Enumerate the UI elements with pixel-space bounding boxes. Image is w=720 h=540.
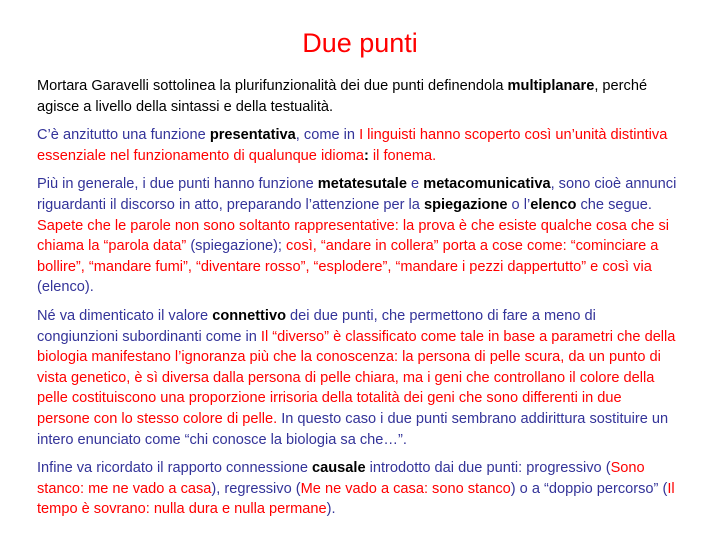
p2-colon: :	[363, 147, 369, 164]
paragraph-5	[37, 458, 677, 520]
p4-text-a: Né va dimenticato il valore	[37, 307, 213, 324]
p4-text-c: dei due punti, che permettono di fare a meno di congiunzioni subordinanti come in	[37, 307, 596, 345]
paragraph-2	[37, 125, 677, 166]
p3-text-m: (elenco).	[37, 279, 94, 296]
p3-example-1: Sapete che le parole non sono soltanto rappresentative: la prova è che esiste qualche cosa che si chiama la “parola data”	[37, 217, 669, 255]
slide-title: Due punti	[302, 28, 418, 58]
p2-example: I linguisti hanno scoperto così un’unità distintiva essenziale nel funzionamento di qualunque idioma	[37, 127, 668, 164]
p3-text-e: , sono cioè annunci riguardanti il discorso in atto, preparando l’attenzione per la	[37, 176, 677, 213]
p3-example-2: così, “andare in collera” porta a cose come: “cominciare a bollire”, “mandare fumi”, “diventare rosso”, “esplodere”, “mandare i pezzi dappertutto” e così via	[37, 238, 659, 275]
p3-text-g: o l’	[507, 196, 531, 213]
p5-text-a: Infine va ricordato il rapporto connessione	[37, 460, 313, 477]
p1-keyword: multiplanare	[507, 78, 595, 94]
paragraph-4	[37, 306, 677, 450]
p5-text-c: introdotto dai due punti: progressivo (	[365, 460, 611, 477]
slide-body	[37, 76, 677, 528]
p3-text-i: che segue.	[576, 196, 652, 213]
p1-text-c: , perché agisce a livello della sintassi e della testualità.	[37, 78, 648, 115]
p2-keyword: presentativa	[209, 127, 296, 144]
p3-keyword-2: metacomunicativa	[423, 176, 551, 193]
p4-keyword: connettivo	[212, 307, 286, 324]
paragraph-1	[37, 76, 677, 117]
p5-text-g: ) o a “doppio percorso” (	[510, 480, 668, 497]
p2-text-c: , come in	[295, 127, 360, 144]
p4-example: Il “diverso” è classificato come tale in base a parametri che della biologia manifestano l’ignoranza più che la conoscenza: la persona di pelle scura, da un punto di vista genetico, è sì diversa dalla persona di pelle chiara, ma i geni che controllano il colore della pelle costituiscono una proporzione irrisoria della totalità dei geni che sono differenti in due persone con lo stesso colore di pelle.	[37, 328, 676, 427]
p2-text-a: C’è anzitutto una funzione	[37, 127, 210, 144]
p2-example-end: il fonema.	[368, 147, 437, 164]
p3-keyword-3: spiegazione	[423, 196, 508, 213]
p5-keyword: causale	[312, 460, 366, 477]
p3-keyword-1: metatesutale	[317, 176, 407, 193]
p5-example-3: Il tempo è sovrano: nulla dura e nulla permane	[37, 480, 675, 518]
p4-text-e: In questo caso i due punti sembrano addirittura sostituire un intero enunciato come “chi conosce la biologia sa che…”.	[37, 410, 669, 448]
p3-text-a: Più in generale, i due punti hanno funzione	[37, 176, 318, 193]
p5-example-2: Me ne vado a casa: sono stanco	[300, 480, 511, 497]
p3-text-k: (spiegazione);	[186, 238, 287, 255]
p1-text-a: Mortara Garavelli sottolinea la plurifunzionalità dei due punti definendola	[37, 78, 508, 94]
p5-text-e: ), regressivo (	[211, 480, 301, 497]
p3-text-c: e	[406, 176, 424, 193]
paragraph-3	[37, 174, 677, 298]
p5-example-1: Sono stanco: me ne vado a casa	[37, 460, 645, 497]
p3-keyword-4: elenco	[530, 196, 577, 213]
p5-text-i: ).	[326, 501, 336, 518]
